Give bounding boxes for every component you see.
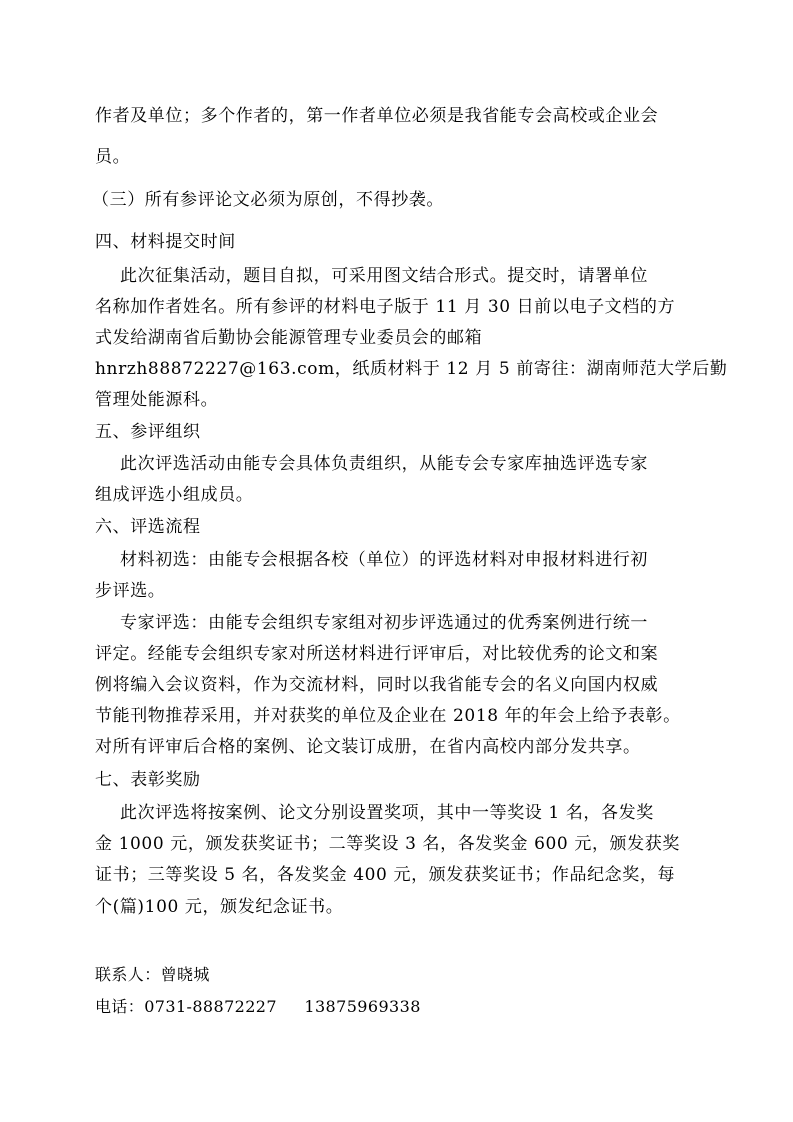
paragraph-line: 组成评选小组成员。 bbox=[95, 485, 254, 505]
paragraph-line: 专家评选：由能专会组织专家组对初步评选通过的优秀案例进行统一 bbox=[120, 613, 648, 633]
paragraph-line: hnrzh88872227@163.com，纸质材料于 12 月 5 前寄往：湖南师范大学后勤 bbox=[95, 359, 728, 379]
paragraph-line: 个(篇)100 元，颁发纪念证书。 bbox=[95, 897, 344, 917]
section-heading: 六、评选流程 bbox=[95, 517, 201, 537]
paragraph-line: 评定。经能专会组织专家对所送材料进行评审后，对比较优秀的论文和案 bbox=[95, 644, 659, 664]
paragraph-line: 员。 bbox=[95, 147, 131, 167]
section-heading: 七、表彰奖励 bbox=[95, 770, 201, 790]
paragraph-line: 作者及单位；多个作者的，第一作者单位必须是我省能专会高校或企业会 bbox=[95, 106, 659, 126]
paragraph-line: 材料初选：由能专会根据各校（单位）的评选材料对申报材料进行初 bbox=[120, 550, 648, 570]
paragraph-line: 式发给湖南省后勤协会能源管理专业委员会的邮箱 bbox=[95, 328, 483, 348]
paragraph-line: 证书；三等奖设 5 名，各发奖金 400 元，颁发获奖证书；作品纪念奖，每 bbox=[95, 865, 676, 885]
paragraph-line: 此次评选将按案例、论文分别设置奖项，其中一等奖设 1 名，各发奖 bbox=[120, 803, 654, 823]
paragraph-line: 此次征集活动，题目自拟，可采用图文结合形式。提交时，请署单位 bbox=[120, 266, 648, 286]
paragraph-line: 例将编入会议资料，作为交流材料，同时以我省能专会的名义向国内权威 bbox=[95, 675, 659, 695]
section-heading: 五、参评组织 bbox=[95, 422, 201, 442]
paragraph-line: 金 1000 元，颁发获奖证书；二等奖设 3 名，各发奖金 600 元，颁发获奖 bbox=[95, 834, 680, 854]
section-heading: 四、材料提交时间 bbox=[95, 232, 236, 252]
section-item: （三）所有参评论文必须为原创，不得抄袭。 bbox=[92, 190, 444, 210]
paragraph-line: 管理处能源科。 bbox=[95, 390, 219, 410]
paragraph-line: 对所有评审后合格的案例、论文装订成册，在省内高校内部分发共享。 bbox=[95, 737, 641, 757]
contact-person: 联系人：曾晓城 bbox=[95, 965, 210, 984]
contact-phone: 电话：0731-88872227 13875969338 bbox=[95, 997, 421, 1016]
paragraph-line: 步评选。 bbox=[95, 581, 166, 601]
paragraph-line: 节能刊物推荐采用，并对获奖的单位及企业在 2018 年的年会上给予表彰。 bbox=[95, 706, 681, 726]
paragraph-line: 此次评选活动由能专会具体负责组织，从能专会专家库抽选评选专家 bbox=[120, 454, 648, 474]
paragraph-line: 名称加作者姓名。所有参评的材料电子版于 11 月 30 日前以电子文档的方 bbox=[95, 297, 676, 317]
